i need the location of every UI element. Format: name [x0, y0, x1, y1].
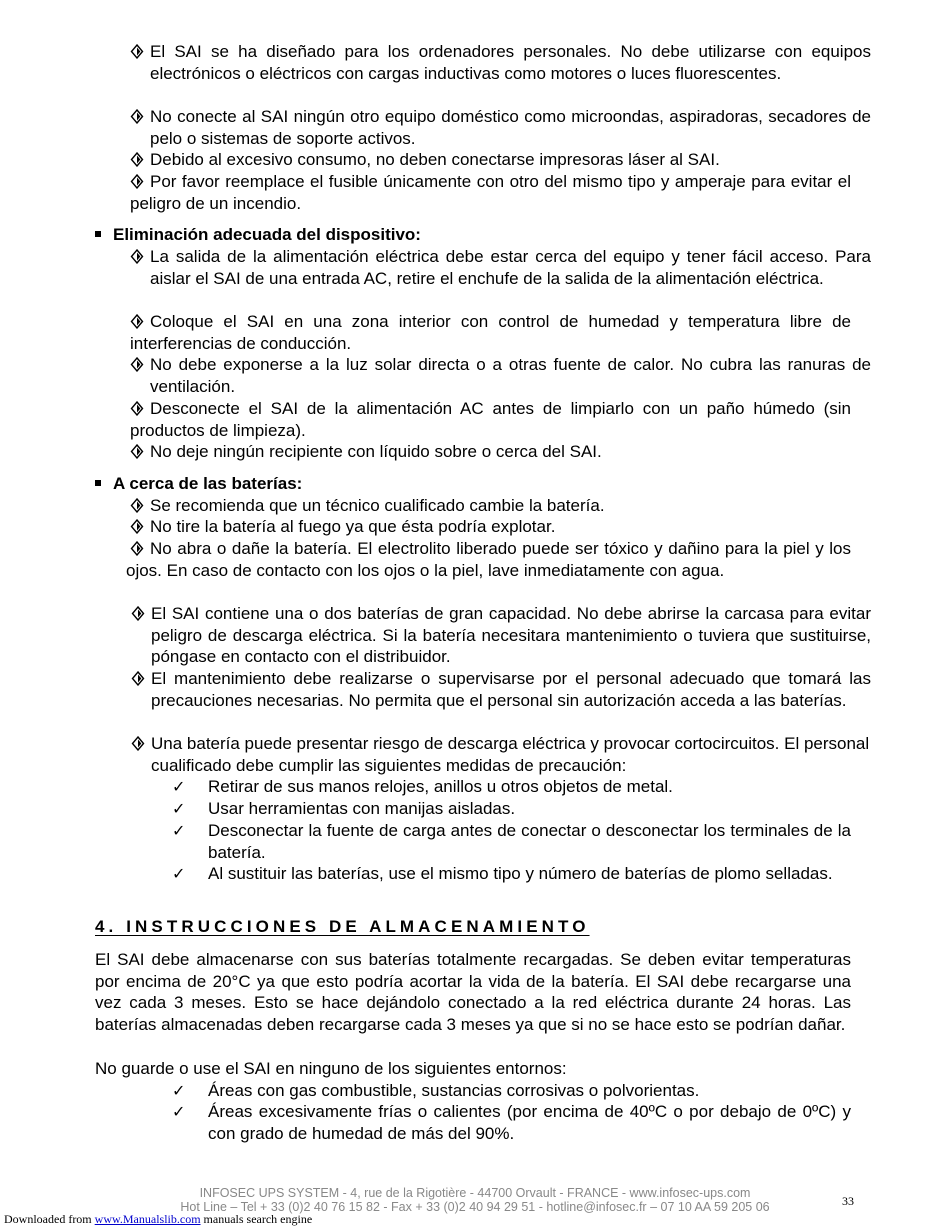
list-item: Una batería puede presentar riesgo de descarga eléctrica y provocar cortocircuitos. El personal cualificado debe cumplir las siguientes medidas de precaución:: [131, 733, 871, 776]
checkmark-icon: ✓: [172, 821, 186, 840]
body-paragraph: El SAI debe almacenarse con sus baterías totalmente recargadas. Se deben evitar temperaturas por encima de 20°C ya que esto podría acortar la vida de la batería. El SAI debe recargarse una vez cada 3 meses. Esto se hace dejándolo conectado a la red eléctrica durante 24 horas. Las baterías almacenadas deben recargarse cada 3 meses ya que si no se hace esto se podrían dañar.: [95, 950, 851, 1035]
diamond-bullet-icon: [130, 444, 144, 459]
footer-address: INFOSEC UPS SYSTEM - 4, rue de la Rigotière - 44700 Orvault - FRANCE - www.infosec-ups.com: [199, 1186, 751, 1200]
checkmark-icon: ✓: [172, 864, 186, 883]
list-item: Coloque el SAI en una zona interior con control de humedad y temperatura libre de interferencias de conducción.: [130, 312, 851, 353]
body-paragraph: No guarde o use el SAI en ninguno de los siguientes entornos:: [95, 1059, 567, 1078]
diamond-bullet-icon: [130, 357, 144, 372]
list-item: Debido al excesivo consumo, no deben conectarse impresoras láser al SAI.: [130, 149, 851, 171]
diamond-bullet-icon: [130, 44, 144, 59]
list-item: El mantenimiento debe realizarse o supervisarse por el personal adecuado que tomará las precauciones necesarias. No permita que el personal sin autorización acceda a las baterías.: [131, 668, 871, 711]
checkmark-icon: ✓: [172, 799, 186, 818]
section-title: 4. INSTRUCCIONES DE ALMACENAMIENTO: [95, 917, 590, 936]
list-item: La salida de la alimentación eléctrica debe estar cerca del equipo y tener fácil acceso. Para aislar el SAI de una entrada AC, retire el enchufe de la salida de la alimentación eléctrica.: [130, 246, 871, 289]
section-heading: Eliminación adecuada del dispositivo:: [95, 224, 421, 246]
diamond-bullet-icon: [130, 401, 144, 416]
download-notice: Downloaded from www.Manualslib.com manuals search engine: [4, 1212, 313, 1226]
list-item: Desconecte el SAI de la alimentación AC antes de limpiarlo con un paño húmedo (sin productos de limpieza).: [130, 399, 851, 440]
manualslib-link[interactable]: www.Manualslib.com: [94, 1212, 201, 1226]
diamond-bullet-icon: [130, 314, 144, 329]
document-page: El SAI se ha diseñado para los ordenadores personales. No debe utilizarse con equipos electrónicos o eléctricos con cargas inductivas como motores o luces fluorescentes. No conecte al SAI ningún otro equipo doméstico como microondas, aspiradoras, secadores de pelo o sistemas de soporte activos. Debido al excesivo consumo, no deben conectarse impresoras láser al SAI. Por favor reemplace el fusible únicamente con otro del mismo tipo y amperaje para evitar el peligro de un incendio. Eliminación adecuada del dispositivo: La salida de la alimentación eléctrica debe estar cerca del equipo y tener fácil acceso. Para aislar el SAI de una entrada AC, retire el enchufe de la salida de la alimentación eléctrica. Coloque el SAI en una zona interior con control de humedad y temperatura libre de interferencias de conducción. No debe exponerse a la luz solar directa o a otras fuente de calor. No cubra las ranuras de ventilación. Desconecte el SAI de la alimentación AC antes de limpiarlo con un paño húmedo (sin productos de limpieza). No deje ningún recipiente con líquido sobre o cerca del SAI. A cerca de las baterías: Se recomienda que un técnico cualificado cambie la batería. No tire la batería al fuego ya que ésta podría explotar. No abra o dañe la batería. El electrolito liberado puede ser tóxico y dañino para la piel y los ojos. En caso de contacto con los ojos o la piel, lave inmediatamente con agua. El SAI contiene una o dos baterías de gran capacidad. No debe abrirse la carcasa para evitar peligro de descarga eléctrica. Si la batería necesitara mantenimiento o tuviera que sustituirse, póngase en contacto con el distribuidor. El mantenimiento debe realizarse o supervisarse por el personal adecuado que tomará las precauciones necesarias. No permita que el personal sin autorización acceda a las baterías. Una batería puede presentar riesgo de descarga eléctrica y provocar cortocircuitos. El personal cualificado debe cumplir las siguientes medidas de precaución: ✓ Retirar de sus manos relojes, anillos u otros objetos de metal. ✓ Usar herramientas con manijas aisladas. ✓ Desconectar la fuente de carga antes de conectar o desconectar los terminales de la batería. ✓ Al sustituir las baterías, use el mismo tipo y número de baterías de plomo selladas. 4. INSTRUCCIONES DE ALMACENAMIENTO El SAI debe almacenarse con sus baterías totalmente recargadas. Se deben evitar temperaturas por encima de 20°C ya que esto podría acortar la vida de la batería. El SAI debe recargarse una vez cada 3 meses. Esto se hace dejándolo conectado a la red eléctrica durante 24 horas. Las baterías almacenadas deben recargarse cada 3 meses ya que si no se hace esto se podrían dañar. No guarde o use el SAI en ninguno de los siguientes entornos: ✓ Áreas con gas combustible, sustancias corrosivas o polvorientas. ✓ Áreas excesivamente frías o calientes (por encima de 40ºC o por debajo de 0ºC) y con grado de humedad de más del 90%. INFOSEC UPS SYSTEM - 4, rue de la Rigotière - 44700 Orvault - FRANCE - www.infosec-ups.com Hot Line – Tel + 33 (0)2 40 76 15 82 - Fax + 33 (0)2 40 94 29 51 - hotline@infosec.fr – 07 10 AA 59 205 06 33 Downloaded from www.Manualslib.com manuals search engine: [0, 0, 950, 1229]
diamond-bullet-icon: [131, 606, 145, 621]
diamond-bullet-icon: [131, 736, 145, 751]
list-item: Se recomienda que un técnico cualificado cambie la batería.: [130, 495, 851, 517]
list-item: No debe exponerse a la luz solar directa o a otras fuente de calor. No cubra las ranuras de ventilación.: [130, 354, 871, 397]
checkmark-icon: ✓: [172, 1102, 186, 1121]
list-item: No conecte al SAI ningún otro equipo doméstico como microondas, aspiradoras, secadores de pelo o sistemas de soporte activos.: [130, 106, 871, 149]
diamond-bullet-icon: [130, 174, 144, 189]
checkmark-icon: ✓: [172, 777, 186, 796]
diamond-bullet-icon: [131, 671, 145, 686]
list-item: El SAI contiene una o dos baterías de gran capacidad. No debe abrirse la carcasa para evitar peligro de descarga eléctrica. Si la batería necesitara mantenimiento o tuviera que sustituirse, póngase en contacto con el distribuidor.: [131, 603, 871, 668]
checkmark-icon: ✓: [172, 1081, 186, 1100]
diamond-bullet-icon: [130, 249, 144, 264]
page-number: 33: [842, 1194, 854, 1208]
section-heading: A cerca de las baterías:: [95, 473, 302, 495]
footer-hotline: Hot Line – Tel + 33 (0)2 40 76 15 82 - Fax + 33 (0)2 40 94 29 51 - hotline@infosec.fr – 07 10 AA 59 205 06: [180, 1200, 770, 1214]
list-item: No deje ningún recipiente con líquido sobre o cerca del SAI.: [130, 441, 851, 463]
diamond-bullet-icon: [130, 109, 144, 124]
list-item: El SAI se ha diseñado para los ordenadores personales. No debe utilizarse con equipos electrónicos o eléctricos con cargas inductivas como motores o luces fluorescentes.: [130, 41, 871, 84]
list-item: Por favor reemplace el fusible únicamente con otro del mismo tipo y amperaje para evitar el peligro de un incendio.: [130, 172, 851, 213]
diamond-bullet-icon: [130, 541, 144, 556]
list-item: No abra o dañe la batería. El electrolito liberado puede ser tóxico y dañino para la piel y los ojos. En caso de contacto con los ojos o la piel, lave inmediatamente con agua.: [126, 539, 851, 580]
diamond-bullet-icon: [130, 498, 144, 513]
square-bullet-icon: [95, 231, 101, 237]
square-bullet-icon: [95, 480, 101, 486]
list-item: No tire la batería al fuego ya que ésta podría explotar.: [130, 516, 851, 538]
diamond-bullet-icon: [130, 519, 144, 534]
diamond-bullet-icon: [130, 152, 144, 167]
